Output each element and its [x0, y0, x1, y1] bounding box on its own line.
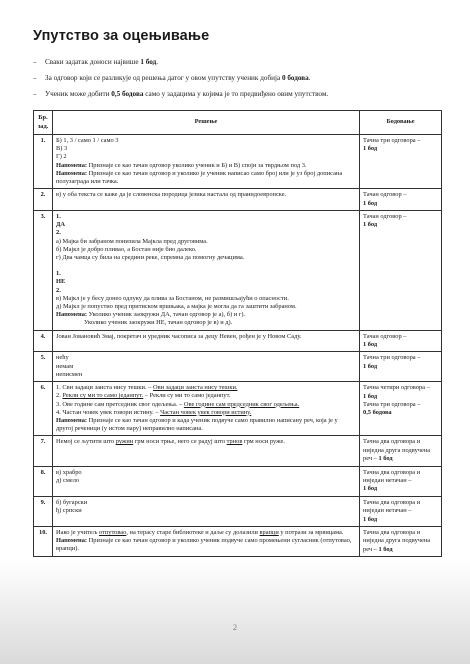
note-text: Признаје се као тачан одговор уколико ученик и Б) и В) споји за тврдњом под 3.	[87, 161, 307, 169]
header-solution: Решење	[53, 111, 360, 135]
note-text: Признаје се као тачан одговор и када ученик подвуче само правилно написану реч, која је у другој реченици (у истом пару) неправилно написана.	[56, 416, 338, 433]
note	[56, 417, 356, 433]
rule-bold: 1 бод	[140, 58, 157, 66]
note-text: Уколико ученик заокружи ДА, тачан одговор је а), б) и г).	[87, 311, 246, 319]
solution-line: б) бугарски	[56, 498, 88, 506]
points-cell	[360, 352, 442, 382]
solution-line: а) Мајка би забраном понизила Мајкла пред друговима.	[56, 237, 208, 245]
note	[56, 170, 356, 186]
underlined-text: отпутовао	[98, 528, 127, 536]
table-row	[34, 189, 442, 211]
rule-bold: 0 бодова	[281, 73, 309, 82]
points-text: Тачна три одговора –	[363, 137, 421, 144]
points-cell	[360, 382, 442, 436]
points-text: Тачна три одговора –	[363, 354, 421, 362]
underlined-text: Ови задаци заиста нису тешки.	[152, 384, 238, 392]
solution-cell	[53, 135, 360, 189]
points-text: Тачан одговор –	[363, 332, 407, 340]
rule-item	[33, 58, 443, 67]
points-cell	[360, 330, 442, 352]
rule-item	[33, 90, 443, 99]
note-label: Напомена:	[56, 537, 88, 545]
solution-line: 2.	[56, 286, 61, 294]
rule-dash: –	[33, 58, 37, 66]
task-number: 2.	[34, 189, 53, 211]
solution-text: 4. Частан човек увек говори истину. –	[56, 408, 161, 416]
answer-key-table	[33, 110, 442, 557]
solution-line: ђ) српски	[56, 506, 82, 514]
solution-line: д) Мајкл је попустио пред притиском вршњака, а мајка је могла да га заштити забраном.	[56, 303, 297, 311]
points-value: 1 бод	[363, 145, 378, 153]
points-text: Тачна два одговора и ниједан нетачан –	[363, 468, 421, 484]
solution-cell	[53, 436, 360, 466]
points-cell	[360, 189, 442, 211]
solution-text: у потрази за мрвицама.	[278, 528, 344, 536]
solution-cell	[53, 496, 360, 526]
solution-text: Иако је учитељ	[56, 528, 99, 536]
task-number: 4.	[34, 330, 53, 352]
rule-dash: –	[33, 73, 37, 82]
solution-line	[56, 409, 356, 417]
rule-dash: –	[33, 89, 37, 98]
note-label: Напомена:	[56, 161, 88, 169]
points-value: 1 бод	[378, 545, 393, 553]
table-header-row	[34, 111, 442, 135]
note-text: Признаје се као тачан одговор и уколико је ученик написао само број или је уз број дописана полузаграда или тачка.	[56, 169, 343, 186]
page-number: 2	[233, 623, 237, 632]
note-text: Уколико ученик заокружи НЕ, тачан одговор је в) и д).	[84, 319, 233, 327]
task-number: 5.	[34, 352, 53, 382]
solution-line: неписмен	[56, 370, 83, 378]
solution-text: грм носи руже.	[242, 438, 285, 446]
underlined-text: Частан човек увек говори истину.	[160, 408, 252, 416]
solution-text: 2.	[56, 392, 63, 400]
rule-text: само у задацима у којима је то предвиђено овим упутством.	[143, 89, 329, 98]
solution-line: г) Два чамца су била на средини реке, спремна да помогну дечацима.	[56, 254, 245, 262]
solution-text: грм носи трње, него се радуј што	[133, 438, 227, 446]
table-row	[34, 352, 442, 382]
points-value: 1 бод	[363, 485, 378, 493]
solution-line: 2.	[56, 229, 61, 237]
solution-line: немам	[56, 362, 74, 370]
solution-line	[56, 392, 356, 400]
solution-cell	[53, 466, 360, 496]
points-cell	[360, 496, 442, 526]
header-points: Бодовање	[360, 111, 442, 135]
solution-text: – Рекли су ми то само једанпут.	[143, 392, 231, 400]
rule-bold: 0,5 бодова	[111, 89, 144, 98]
rule-item	[33, 74, 443, 83]
solution-text: 1. Сви задаци заиста нису тешки. –	[56, 384, 153, 392]
solution-line	[56, 401, 356, 409]
solution-text: 3. Ове године сам претседник свог одељења. –	[56, 400, 184, 408]
header-number-line: зад.	[37, 122, 49, 130]
note	[56, 311, 356, 319]
table-row	[34, 382, 442, 436]
note	[56, 537, 356, 553]
task-number: 6.	[34, 382, 53, 436]
points-text: Тачан одговор –	[363, 191, 407, 199]
page-title: Упутство за оцењивање	[33, 28, 210, 44]
solution-answer: НЕ	[56, 278, 66, 286]
rule-text: Ученик може добити	[45, 89, 112, 98]
points-cell	[360, 466, 442, 496]
solution-cell	[53, 382, 360, 436]
solution-line: в) у оба текста се каже да је словенска породица језика настала од праиндоевропске.	[56, 191, 287, 199]
solution-line: Г) 2	[56, 153, 67, 161]
underlined-text: врапци	[259, 528, 279, 536]
rule-text: .	[308, 73, 311, 82]
table-row	[34, 496, 442, 526]
rule-text: Сваки задатак доноси највише	[45, 58, 141, 66]
solution-line: б) Мајкл је добро пливао, а Бостан није био далеко.	[56, 245, 197, 253]
task-number: 8.	[34, 466, 53, 496]
underlined-text: Рекли су ми то само једанпут.	[62, 392, 144, 400]
table-row	[34, 436, 442, 466]
table-row	[34, 526, 442, 556]
points-value: 1 бод	[363, 392, 378, 400]
solution-answer: ДА	[56, 221, 66, 229]
points-cell	[360, 211, 442, 331]
grading-rules	[33, 58, 443, 106]
solution-line	[56, 529, 356, 537]
solution-text: Немој се љутити што	[56, 438, 116, 446]
table-row	[34, 135, 442, 189]
table-row	[34, 211, 442, 331]
task-number: 7.	[34, 436, 53, 466]
points-value: 1 бод	[378, 455, 393, 463]
note	[56, 162, 356, 170]
rule-text: За одговор који се разликује од решења датог у овом упутству ученик добија	[45, 73, 282, 82]
task-number: 9.	[34, 496, 53, 526]
solution-text: , на терасу старе библиотеке и даље су долазили	[126, 528, 260, 536]
solution-cell	[53, 526, 360, 556]
underlined-text: ружин	[115, 438, 134, 446]
underlined-text: Ове године сам председник свог одељења.	[183, 400, 300, 408]
note-text: Признаје се као тачан одговор и уколико ученик подвуче само промењени сугласник (отпутовао, врапци).	[56, 537, 352, 553]
task-number: 1.	[34, 135, 53, 189]
task-number: 3.	[34, 211, 53, 331]
points-cell	[360, 135, 442, 189]
solution-line: Јован Јовановић Змај, покретач и уредник часописа за децу Невен, рођен је у Новом Саду.	[56, 332, 302, 340]
header-number-line: Бр.	[38, 114, 48, 122]
solution-line	[56, 384, 356, 392]
solution-cell	[53, 330, 360, 352]
points-text: Тачна два одговора и ниједна друга подвучена реч –	[363, 528, 431, 553]
points-value: 1 бод	[363, 515, 378, 523]
points-text: Тачан одговор –	[363, 213, 407, 221]
solution-line: В) 3	[56, 145, 68, 153]
note-label: Напомена:	[56, 416, 88, 424]
points-value: 1 бод	[363, 341, 378, 349]
underlined-text: трнов	[226, 438, 243, 446]
note-label: Напомена:	[56, 169, 88, 177]
points-value: 0,5 бодова	[363, 409, 392, 417]
solution-line	[56, 438, 356, 446]
points-text: Тачна два одговора и ниједан нетачан –	[363, 498, 421, 515]
points-value: 1 бод	[363, 221, 378, 229]
solution-line: 1.	[56, 213, 61, 221]
header-number	[34, 111, 53, 135]
solution-line: в) Мајкл је у бесу донео одлуку да плива за Бостаном, не размишљајући о опасности.	[56, 294, 289, 302]
points-text: Тачна четири одговора –	[363, 384, 430, 392]
points-text: Тачна три одговора –	[363, 400, 421, 408]
table-row	[34, 466, 442, 496]
table-row	[34, 330, 442, 352]
rule-text: .	[156, 58, 159, 66]
solution-line: д) смело	[56, 476, 80, 484]
points-text: Тачна два одговора и ниједна друга подвучена реч –	[363, 438, 431, 463]
points-cell	[360, 526, 442, 556]
solution-cell	[53, 189, 360, 211]
solution-line: нећу	[56, 354, 69, 362]
solution-line: Б) 1, 3 / само 1 / само 3	[56, 137, 119, 144]
points-value: 1 бод	[363, 199, 378, 207]
note-label: Напомена:	[56, 311, 88, 319]
points-cell	[360, 436, 442, 466]
task-number: 10.	[34, 526, 53, 556]
points-value: 1 бод	[363, 362, 378, 370]
solution-line: 1.	[56, 270, 61, 278]
solution-cell	[53, 352, 360, 382]
solution-line: в) храбро	[56, 468, 82, 476]
solution-cell	[53, 211, 360, 331]
